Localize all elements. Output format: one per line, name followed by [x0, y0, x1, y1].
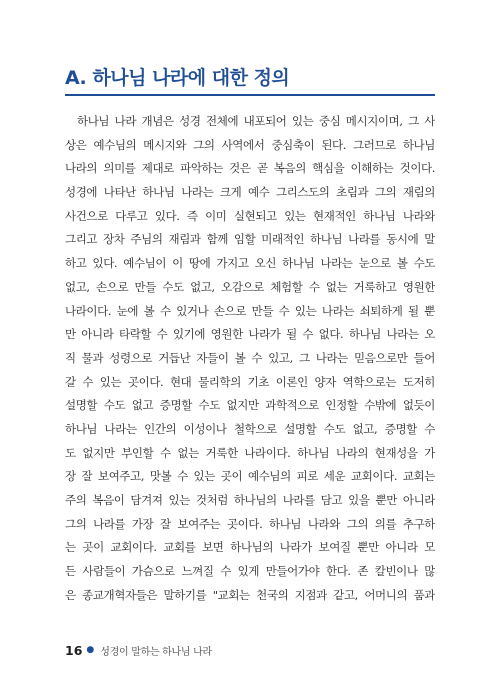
text-line: 도 없지만 부인할 수 없는 거룩한 나라이다. 하나님 나라의 현재성을 가	[65, 445, 435, 460]
text-line: 사건으로 다루고 있다. 즉 이미 실현되고 있는 현재적인 하나님 나라와	[65, 208, 435, 223]
text-line: 상은 예수님의 메시지와 그의 사역에서 중심축이 된다. 그러므로 하나님	[65, 137, 435, 152]
text-line: 주의 복음이 담겨져 있는 것처럼 하나님의 나라를 담고 있을 뿐만 아니라	[65, 493, 435, 507]
body-paragraph	[65, 110, 435, 607]
text-line: 장 잘 보여주고, 맛볼 수 있는 곳이 예수님의 피로 세운 교회이다. 교회는	[65, 469, 435, 484]
section-title: A. 하나님 나라에 대한 정의	[65, 67, 290, 89]
text-line: 하나님 나라는 인간의 이성이나 철학으로 설명할 수도 없고, 증명할 수	[65, 421, 435, 436]
text-line: 하고 있다. 예수님이 이 땅에 가지고 오신 하나님 나라는 눈으로 볼 수도	[65, 256, 435, 271]
text-line: 그리고 장차 주님의 재림과 함께 임할 미래적인 하나님 나라를 동시에 말	[65, 232, 435, 247]
title-underline	[65, 94, 435, 96]
text-line: 설명할 수도 없고 증명할 수도 없지만 과학적으로 인정할 수밖에 없듯이	[65, 398, 435, 413]
text-line: 성경에 나타난 하나님 나라는 크게 예수 그리스도의 초림과 그의 재림의	[65, 185, 435, 200]
text-line: 만 아니라 타락할 수 있기에 영원한 나라가 될 수 없다. 하나님 나라는 오	[65, 327, 435, 342]
text-line: 그의 나라를 가장 잘 보여주는 곳이다. 하나님 나라와 그의 의를 추구하	[65, 516, 435, 531]
text-line: 은 종교개혁자들은 말하기를 "교회는 천국의 지점과 같고, 어머니의 품과	[65, 587, 435, 602]
text-line: 갈 수 있는 곳이다. 현대 물리학의 기초 이론인 양자 역학으로는 도저히	[65, 374, 435, 389]
text-line: 나라이다. 눈에 볼 수 있거나 손으로 만들 수 있는 나라는 쇠퇴하게 될 뿐	[65, 303, 435, 318]
text-line: 나라의 의미를 제대로 파악하는 것은 곧 복음의 핵심을 이해하는 것이다.	[65, 161, 435, 176]
bullet-icon: ●	[86, 645, 95, 655]
text-line: 없고, 손으로 만들 수도 없고, 오감으로 체험할 수 없는 거룩하고 영원한	[65, 279, 435, 294]
text-line: 든 사람들이 가슴으로 느껴질 수 있게 만들어가야 한다. 존 칼빈이나 많	[65, 564, 435, 579]
page-number: 16	[65, 642, 83, 658]
text-line: 하나님 나라 개념은 성경 전체에 내포되어 있는 중심 메시지이며, 그 사	[77, 114, 435, 128]
running-book-title: 성경이 말하는 하나님 나라	[100, 646, 212, 658]
text-line: 직 물과 성령으로 거듭난 자들이 볼 수 있고, 그 나라는 믿음으로만 들어	[65, 350, 435, 365]
text-line: 는 곳이 교회이다. 교회를 보면 하나님의 나라가 보여질 뿐만 아니라 모	[65, 540, 435, 555]
page-footer	[65, 641, 212, 659]
